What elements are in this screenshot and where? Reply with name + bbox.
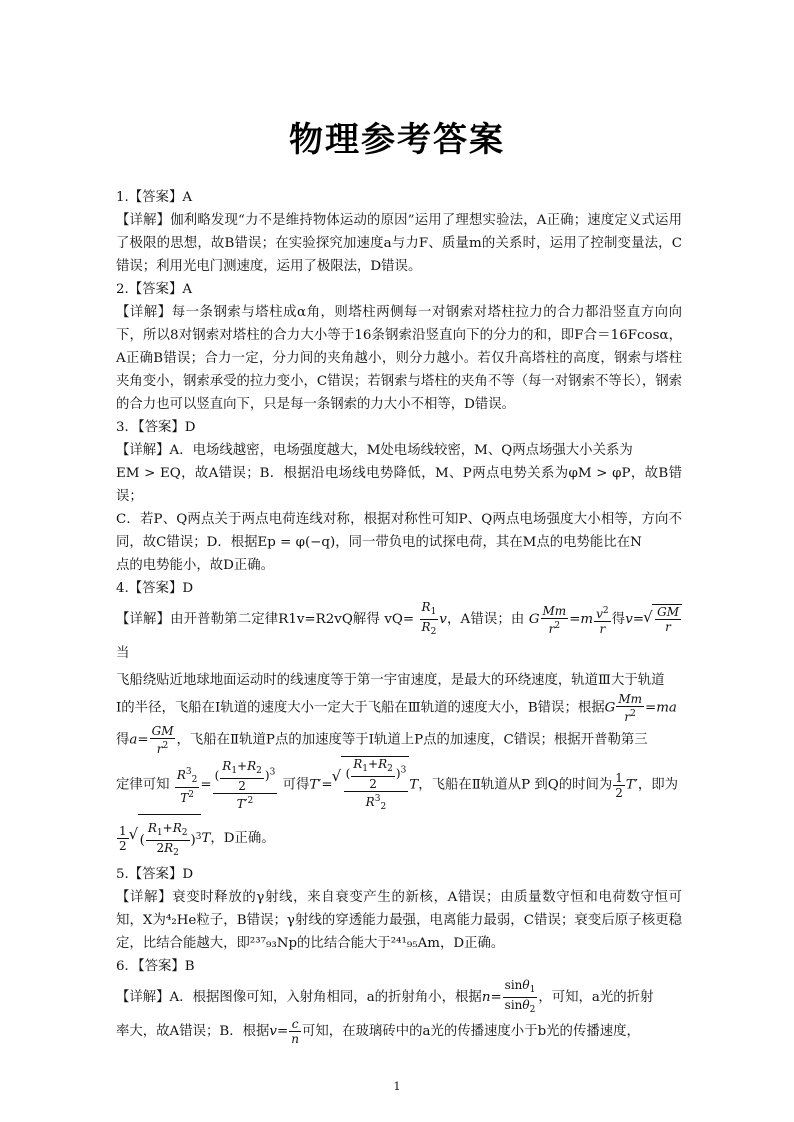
q6-text: 率大，故A错误；B．根据 — [116, 1024, 270, 1039]
formula-r1-over-r2: $\frac{R_1}{R_2}$ — [421, 600, 437, 637]
q4-text: 得 — [116, 732, 130, 748]
q6-line-2: 率大，故A错误；B．根据v= $\frac{c}{n}$ 可知，在玻璃砖中的a光的传播速度小于b光的传播速度， — [116, 1017, 640, 1046]
formula-centripetal: $\frac{v^2}{r}$ — [596, 605, 609, 636]
q4-text: 可得 — [282, 777, 310, 793]
q3-detail-2: EM > EQ，故A错误；B．根据沿电场线电势降低，M、P两点电势关系为φM > φP，故B错误； — [116, 466, 682, 504]
formula-gravity-2: $\frac{Mm}{r^2}$ — [618, 692, 642, 724]
q4-line-4: 得a= $\frac{GM}{r^2}$ ，飞船在Ⅱ轨道P点的加速度等于Ⅰ轨道上P点的加速度，C错误；根据开普勒第三 — [116, 724, 648, 756]
formula-time: √ ( $\frac{R_1+R_2}{2R_2}$ )$^3$ — [138, 814, 202, 863]
page-title: 物理参考答案 — [289, 120, 505, 160]
q4-text: Ⅰ的半径，飞船在Ⅰ轨道的速度大小一定大于飞船在Ⅲ轨道的速度大小，B错误；根据 — [116, 700, 605, 716]
q5-detail: 【详解】衰变时释放的γ射线，来自衰变产生的新核，A错误；由质量数守恒和电荷数守恒可知，X为⁴₂He粒子，B错误；γ射线的穿透能力最强，电离能力最弱，C错误；衰变后原子核更稳定，比结合能越大，即²³⁷₉₃Np的比结合能大于²⁴¹₉₅Am，D正确。 — [116, 890, 682, 951]
q4-line-3: Ⅰ的半径，飞船在Ⅰ轨道的速度大小一定大于飞船在Ⅲ轨道的速度大小，B错误；根据G $\frac{Mm}{r^2}$ =ma — [116, 692, 677, 724]
q6-line-1: 【详解】A．根据图像可知，入射角相同，a的折射角小，根据n= $\frac{\sin\theta_1}{\sin\theta_2}$ ，可知，a光的折射 — [116, 978, 654, 1015]
formula-period: √ ( $\frac{R_1+R_2}{2}$ )$^3$ $R^3_2$ — [341, 756, 410, 814]
q2-detail: 【详解】每一条钢索与塔柱成α角，则塔柱两侧每一对钢索对塔柱拉力的合力都沿竖直方向向下，所以8对钢索对塔柱的合力大小等于16条钢索沿竖直向下的分力的和，即F合＝16Fcosα，A正确B错误；合力一定，分力间的夹角越小，则分力越小。若仅升高塔柱的高度，钢索与塔柱夹角变小，钢索承受的拉力变小，C错误；若钢索与塔柱的夹角不等（每一对钢索不等长），钢索的合力也可以竖直向下，只是每一条钢索的力大小不相等，D错误。 — [116, 305, 682, 412]
q5-answer: 5.【答案】D — [116, 867, 194, 882]
q4-line-6: $\frac{1}{2}$ √ ( $\frac{R_1+R_2}{2R_2}$ )$^3$T，D正确。 — [116, 814, 682, 863]
q4-line-5: 定律可知 $\frac{R^3_2}{T^2}$ = ( $\frac{R_1+R_2}{2}$ )$^3$ $T'^2$ 可得T′= √ ( $\frac{R_1+R_2}{2}$ )$^3$ $R^3_2$ T，飞船在Ⅱ轨道从P 到Q的时间为 $\frac{1}{2}$ T′，即为 — [116, 756, 682, 814]
q4-line-2: 飞船绕贴近地球地面运动时的线速度等于第一宇宙速度，是最大的环绕速度，轨道Ⅲ大于轨道 — [116, 673, 665, 688]
q3-detail-4: 点的电势能小，故D正确。 — [116, 558, 275, 573]
formula-refraction: $\frac{\sin\theta_1}{\sin\theta_2}$ — [504, 978, 536, 1015]
q4-text: ，飞船在Ⅱ轨道P点的加速度等于Ⅰ轨道上P点的加速度，C错误；根据开普勒第三 — [176, 732, 648, 748]
formula-kepler-right: ( $\frac{R_1+R_2}{2}$ )$^3$ $T'^2$ — [214, 759, 276, 811]
q4-text: 【详解】由开普勒第二定律 — [116, 612, 279, 627]
formula-orbital-speed: √ $\frac{GM}{r}$ — [652, 604, 682, 635]
q4-text: 解得 vQ= — [352, 612, 415, 627]
q4-answer: 4.【答案】D — [116, 581, 194, 596]
q4-text: ，A错误；由 — [446, 612, 525, 627]
q4-text: ，即为 — [637, 777, 679, 793]
page-number: 1 — [393, 1080, 401, 1093]
q4-line-1: 【详解】由开普勒第二定律R1v=R2vQ解得 vQ= $\frac{R_1}{R_2}$ v，A错误；由 G $\frac{Mm}{r^2}$ =m $\frac{v^2}{r}$ 得v= √ $\frac{GM}{r}$ 当 — [116, 600, 682, 669]
formula-acceleration: $\frac{GM}{r^2}$ — [151, 724, 174, 756]
q6-answer: 6．【答案】B — [116, 959, 195, 974]
q4-text: ，飞船在Ⅱ轨道从P 到Q的时间为 — [418, 777, 613, 793]
q4-text: 当 — [116, 646, 130, 661]
q6-text: 可知，在玻璃砖中的a光的传播速度小于b光的传播速度， — [301, 1024, 640, 1039]
q3-detail-1: 【详解】A．电场线越密，电场强度越大，M处电场线较密，M、Q两点场强大小关系为 — [116, 443, 633, 458]
q6-text: ，可知，a光的折射 — [538, 990, 654, 1005]
q4-text: R1v=R2vQ — [278, 612, 353, 627]
q1-detail: 【详解】伽利略发现“力不是维持物体运动的原因”运用了理想实验法，A正确；速度定义式运用了极限的思想，故B错误；在实验探究加速度a与力F、质量m的关系时，运用了控制变量法，C错误；利用光电门测速度，运用了极限法，D错误。 — [116, 213, 682, 274]
formula-gravity: $\frac{Mm}{r^2}$ — [542, 603, 567, 636]
formula-kepler-left: $\frac{R^3_2}{T^2}$ — [176, 767, 198, 805]
formula-half-2: $\frac{1}{2}$ — [119, 824, 127, 853]
q6-text: 【详解】A．根据图像可知，入射角相同，a的折射角小，根据 — [116, 990, 482, 1005]
q1-answer: 1.【答案】A — [116, 190, 193, 205]
q3-detail-3: C．若P、Q两点关于两点电荷连线对称，根据对称性可知P、Q两点电场强度大小相等，方向不同，故C错误；D．根据Ep = φ(−q)，同一带负电的试探电荷，其在M点的电势能比在N — [116, 512, 682, 550]
q4-text: 得 — [611, 612, 626, 627]
formula-light-speed: $\frac{c}{n}$ — [291, 1017, 299, 1046]
q4-text: ，D正确。 — [210, 831, 275, 846]
q4-text: 定律可知 — [116, 777, 170, 793]
answer-content — [116, 186, 682, 1047]
formula-half: $\frac{1}{2}$ — [615, 770, 623, 800]
q2-answer: 2.【答案】A — [116, 282, 193, 297]
q3-answer: 3．【答案】D — [116, 420, 196, 435]
